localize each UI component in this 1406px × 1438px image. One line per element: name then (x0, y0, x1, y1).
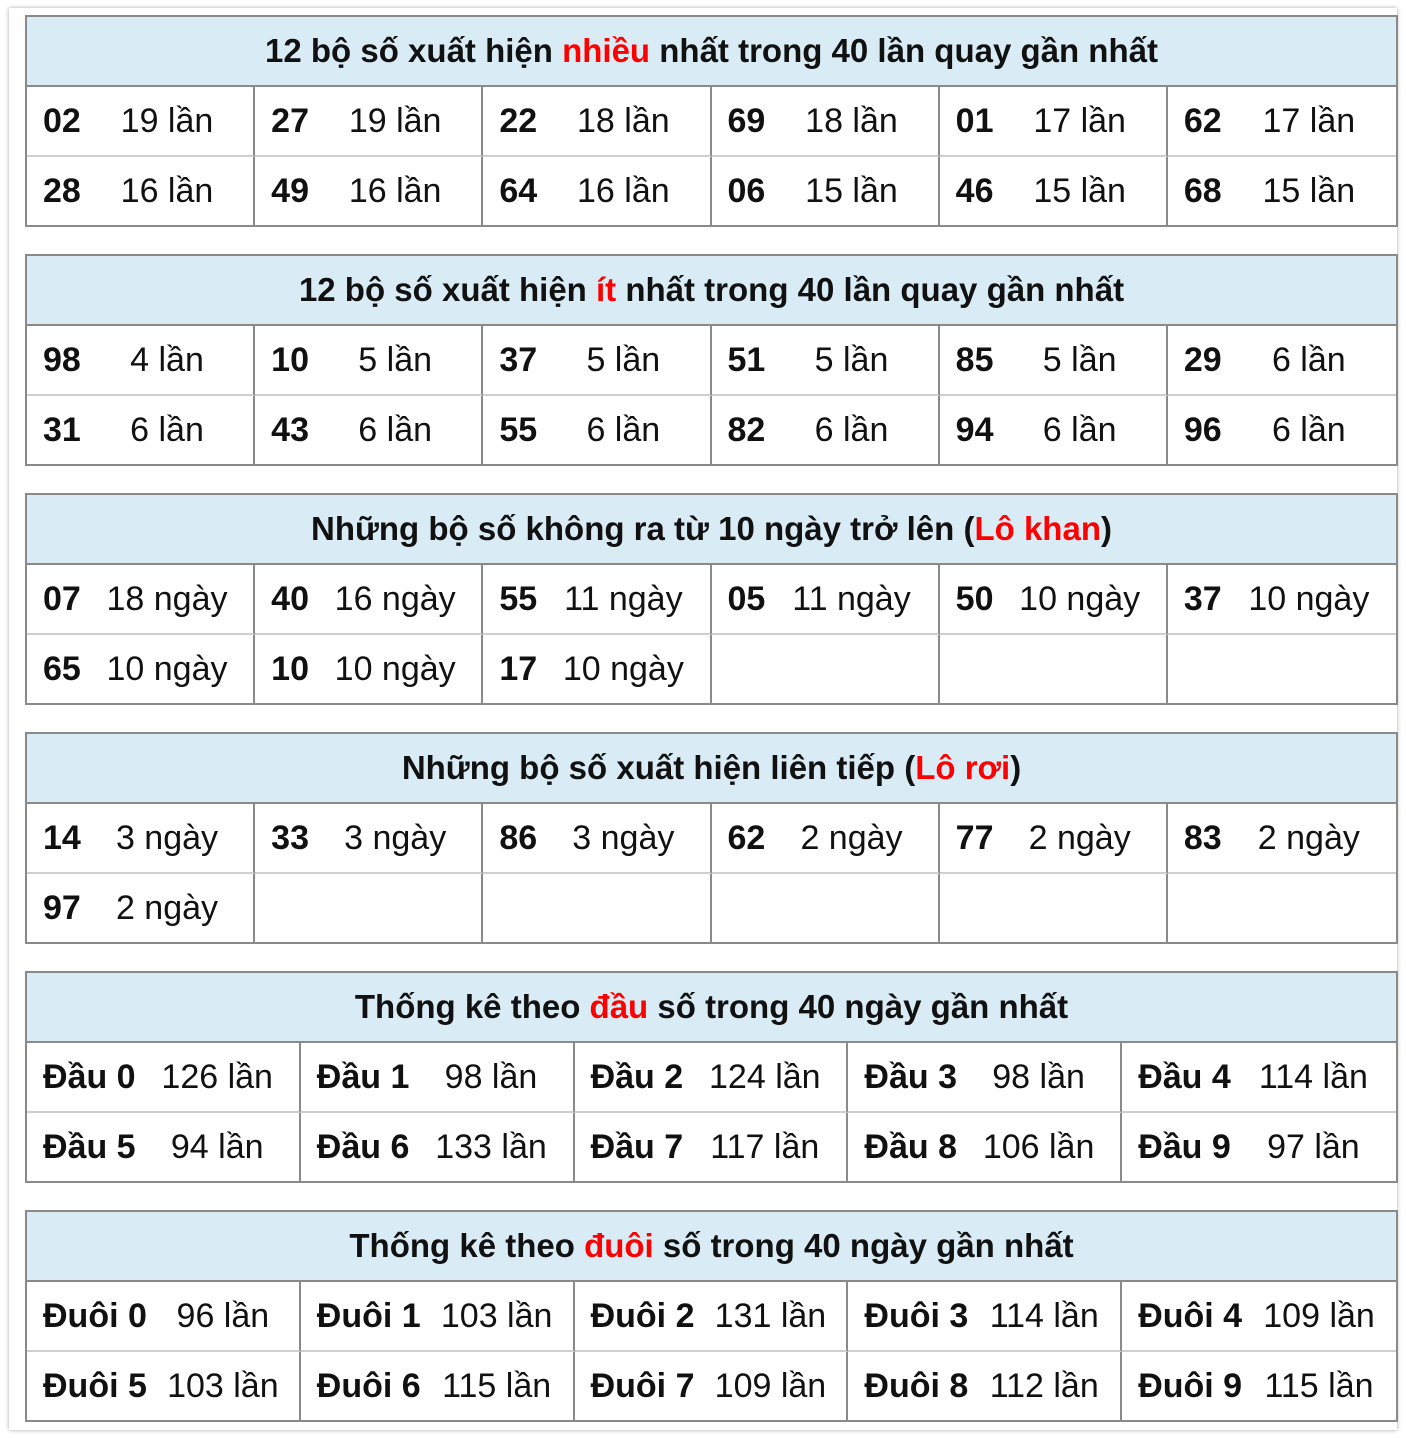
count-value: 97 lần (1267, 1127, 1360, 1166)
stat-cell (483, 804, 711, 874)
count-value: 17 lần (1033, 101, 1126, 140)
stat-cell (255, 804, 483, 874)
stat-cell (1122, 1352, 1396, 1420)
stat-cell (1168, 565, 1396, 635)
count-value: 103 lần (167, 1366, 279, 1405)
stat-cell (940, 565, 1168, 635)
table-title (27, 734, 1396, 804)
count-value: 133 lần (435, 1127, 547, 1166)
stat-cell (255, 87, 483, 157)
stat-cell (255, 565, 483, 635)
number-label: Đuôi 4 (1138, 1296, 1243, 1335)
number-label: 49 (271, 171, 309, 210)
number-label: Đầu 7 (590, 1127, 684, 1166)
stat-cell (940, 326, 1168, 396)
stat-cell (940, 157, 1168, 225)
table-dau-stats (25, 971, 1398, 1183)
number-label: 83 (1183, 818, 1222, 857)
number-label: Đuôi 5 (43, 1366, 147, 1405)
number-label: 96 (1183, 410, 1222, 449)
title-highlight: nhiều (562, 32, 651, 69)
count-value: 15 lần (1033, 171, 1126, 210)
count-value: 115 lần (1264, 1366, 1374, 1405)
stat-cell (483, 874, 711, 942)
count-value: 6 lần (1271, 410, 1346, 449)
stat-cell (483, 396, 711, 464)
number-label: Đầu 3 (864, 1057, 957, 1096)
count-value: 5 lần (1042, 340, 1117, 379)
count-value: 2 ngày (800, 818, 903, 857)
stat-cell (27, 1043, 301, 1113)
number-label: 37 (499, 340, 538, 379)
stat-cell (301, 1352, 575, 1420)
stat-cell (575, 1043, 849, 1113)
number-label: 97 (43, 888, 81, 927)
number-label: 46 (955, 171, 994, 210)
number-label: Đầu 6 (316, 1127, 410, 1166)
stat-cell (27, 635, 255, 703)
stat-cell (712, 326, 940, 396)
stat-cell (255, 157, 483, 225)
table-title (27, 256, 1396, 326)
count-value: 16 lần (577, 171, 670, 210)
count-value: 109 lần (1263, 1296, 1375, 1335)
number-label: Đầu 5 (43, 1127, 136, 1166)
stat-cell (27, 1352, 301, 1420)
stat-cell (940, 635, 1168, 703)
stat-cell (712, 157, 940, 225)
number-label: 05 (727, 579, 766, 618)
number-label: 10 (271, 649, 309, 688)
number-label: 31 (43, 410, 81, 449)
stat-cell (483, 326, 711, 396)
count-value: 10 ngày (334, 649, 456, 688)
number-label: 55 (499, 579, 538, 618)
count-value: 16 ngày (334, 579, 456, 618)
count-value: 10 ngày (1248, 579, 1370, 618)
stat-cell (1168, 157, 1396, 225)
count-value: 2 ngày (1257, 818, 1360, 857)
stat-cell (255, 874, 483, 942)
count-value: 6 lần (1271, 340, 1346, 379)
stat-cell (1168, 87, 1396, 157)
title-text: 12 bộ số xuất hiện (298, 271, 597, 308)
number-label: Đầu 9 (1138, 1127, 1231, 1166)
count-value: 5 lần (586, 340, 661, 379)
title-text: Những bộ số xuất hiện liên tiếp ( (401, 749, 916, 786)
count-value: 94 lần (170, 1127, 264, 1166)
count-value: 18 lần (805, 101, 898, 140)
number-label: 06 (727, 171, 766, 210)
count-value: 15 lần (1262, 171, 1356, 210)
number-label: 07 (43, 579, 81, 618)
count-value: 11 ngày (564, 579, 683, 618)
number-label: 82 (727, 410, 766, 449)
number-label: 77 (955, 818, 994, 857)
table-lo-khan (25, 493, 1398, 705)
number-label: 86 (499, 818, 538, 857)
stat-cell (483, 635, 711, 703)
count-value: 6 lần (358, 410, 433, 449)
stat-cell (712, 874, 940, 942)
count-value: 124 lần (709, 1057, 821, 1096)
stat-cell (27, 396, 255, 464)
stat-cell (848, 1352, 1122, 1420)
count-value: 5 lần (814, 340, 889, 379)
count-value: 2 ngày (115, 888, 219, 927)
count-value: 4 lần (130, 340, 204, 379)
number-label: 17 (499, 649, 538, 688)
stat-cell (255, 635, 483, 703)
stat-cell (712, 396, 940, 464)
number-label: 14 (43, 818, 81, 857)
count-value: 3 ngày (115, 818, 219, 857)
number-label: Đầu 0 (43, 1057, 136, 1096)
stat-cell (940, 87, 1168, 157)
count-value: 6 lần (814, 410, 889, 449)
title-text: Những bộ số không ra từ 10 ngày trở lên ( (311, 510, 975, 547)
stat-cell (848, 1113, 1122, 1181)
table-duoi-stats (25, 1210, 1398, 1422)
table-lo-roi (25, 732, 1398, 944)
stat-cell (27, 1113, 301, 1181)
count-value: 98 lần (444, 1057, 538, 1096)
number-label: 27 (271, 101, 309, 140)
title-text: nhất trong 40 lần quay gần nhất (616, 271, 1125, 308)
count-value: 114 lần (1258, 1057, 1368, 1096)
stat-cell (255, 326, 483, 396)
count-value: 114 lần (989, 1296, 1099, 1335)
number-label: 33 (271, 818, 309, 857)
stat-cell (301, 1282, 575, 1352)
count-value: 6 lần (1042, 410, 1117, 449)
table-least-frequent (25, 254, 1398, 466)
count-value: 11 ngày (792, 579, 911, 618)
number-label: 22 (499, 101, 538, 140)
stat-cell (255, 396, 483, 464)
title-highlight: đuôi (584, 1227, 654, 1264)
stat-cell (27, 565, 255, 635)
count-value: 5 lần (358, 340, 433, 379)
title-text: 12 bộ số xuất hiện (265, 32, 563, 69)
count-value: 18 ngày (106, 579, 228, 618)
title-highlight: Lô khan (974, 510, 1101, 547)
count-value: 10 ngày (1019, 579, 1141, 618)
count-value: 18 lần (577, 101, 670, 140)
stat-cell (940, 804, 1168, 874)
number-label: 51 (727, 340, 766, 379)
stat-cell (301, 1043, 575, 1113)
title-text: ) (1100, 510, 1112, 547)
count-value: 112 lần (989, 1366, 1099, 1405)
stat-cell (575, 1282, 849, 1352)
title-highlight: Lô rơi (915, 749, 1011, 786)
stat-cell (1122, 1282, 1396, 1352)
stat-cell (27, 326, 255, 396)
number-label: Đuôi 3 (864, 1296, 969, 1335)
count-value: 19 lần (120, 101, 214, 140)
stat-cell (483, 565, 711, 635)
number-label: Đuôi 9 (1138, 1366, 1243, 1405)
title-text: số trong 40 ngày gần nhất (653, 1227, 1074, 1264)
stat-cell (301, 1113, 575, 1181)
number-label: Đầu 1 (316, 1057, 410, 1096)
count-value: 16 lần (120, 171, 214, 210)
table-title (27, 1212, 1396, 1282)
count-value: 131 lần (714, 1296, 827, 1335)
number-label: 01 (955, 101, 994, 140)
title-text: Thống kê theo (354, 988, 590, 1025)
stat-cell (1168, 635, 1396, 703)
number-label: 28 (43, 171, 81, 210)
count-value: 10 ngày (562, 649, 684, 688)
stat-cell (712, 804, 940, 874)
stat-cell (483, 87, 711, 157)
stat-cell (1168, 326, 1396, 396)
stat-cell (712, 87, 940, 157)
number-label: 98 (43, 340, 81, 379)
number-label: Đầu 4 (1138, 1057, 1231, 1096)
stat-cell (940, 396, 1168, 464)
stat-cell (848, 1043, 1122, 1113)
number-label: Đầu 8 (864, 1127, 957, 1166)
title-highlight: ít (596, 271, 617, 308)
stat-cell (1168, 396, 1396, 464)
stat-cell (712, 565, 940, 635)
count-value: 6 lần (586, 410, 661, 449)
table-most-frequent (25, 15, 1398, 227)
title-text: ) (1010, 749, 1022, 786)
stat-cell (27, 874, 255, 942)
count-value: 126 lần (161, 1057, 273, 1096)
count-value: 98 lần (992, 1057, 1085, 1096)
number-label: 29 (1183, 340, 1222, 379)
table-title (27, 495, 1396, 565)
number-label: Đuôi 2 (590, 1296, 695, 1335)
number-label: 65 (43, 649, 81, 688)
number-label: Đuôi 7 (590, 1366, 695, 1405)
number-label: Đầu 2 (590, 1057, 684, 1096)
count-value: 106 lần (982, 1127, 1095, 1166)
number-label: 62 (727, 818, 766, 857)
count-value: 117 lần (710, 1127, 820, 1166)
count-value: 96 lần (176, 1296, 270, 1335)
count-value: 103 lần (440, 1296, 553, 1335)
stat-cell (1168, 804, 1396, 874)
statistics-card (9, 8, 1397, 1430)
count-value: 17 lần (1262, 101, 1356, 140)
title-text: nhất trong 40 lần quay gần nhất (650, 32, 1158, 69)
table-title (27, 17, 1396, 87)
number-label: 69 (727, 101, 766, 140)
number-label: 37 (1183, 579, 1222, 618)
stat-cell (575, 1113, 849, 1181)
number-label: 94 (955, 410, 994, 449)
number-label: 62 (1183, 101, 1222, 140)
number-label: 40 (271, 579, 309, 618)
stat-cell (27, 87, 255, 157)
number-label: 02 (43, 101, 81, 140)
stat-cell (848, 1282, 1122, 1352)
count-value: 3 ngày (344, 818, 447, 857)
count-value: 115 lần (442, 1366, 552, 1405)
stat-cell (1122, 1043, 1396, 1113)
stat-cell (1168, 874, 1396, 942)
stat-cell (483, 157, 711, 225)
title-text: số trong 40 ngày gần nhất (648, 988, 1069, 1025)
number-label: Đuôi 6 (316, 1366, 421, 1405)
count-value: 10 ngày (106, 649, 228, 688)
number-label: 50 (955, 579, 994, 618)
stat-cell (1122, 1113, 1396, 1181)
stat-cell (712, 635, 940, 703)
count-value: 16 lần (348, 171, 442, 210)
number-label: 64 (499, 171, 538, 210)
number-label: Đuôi 0 (43, 1296, 147, 1335)
number-label: 68 (1183, 171, 1222, 210)
number-label: 43 (271, 410, 309, 449)
number-label: 85 (955, 340, 994, 379)
table-title (27, 973, 1396, 1043)
number-label: 10 (271, 340, 309, 379)
stat-cell (575, 1352, 849, 1420)
stat-cell (27, 157, 255, 225)
count-value: 15 lần (805, 171, 898, 210)
count-value: 19 lần (348, 101, 442, 140)
count-value: 2 ngày (1028, 818, 1131, 857)
stat-cell (27, 804, 255, 874)
count-value: 6 lần (130, 410, 204, 449)
number-label: 55 (499, 410, 538, 449)
title-highlight: đầu (589, 988, 649, 1025)
number-label: Đuôi 8 (864, 1366, 969, 1405)
stat-cell (940, 874, 1168, 942)
count-value: 3 ngày (572, 818, 675, 857)
title-text: Thống kê theo (349, 1227, 585, 1264)
count-value: 109 lần (714, 1366, 827, 1405)
number-label: Đuôi 1 (316, 1296, 421, 1335)
stat-cell (27, 1282, 301, 1352)
